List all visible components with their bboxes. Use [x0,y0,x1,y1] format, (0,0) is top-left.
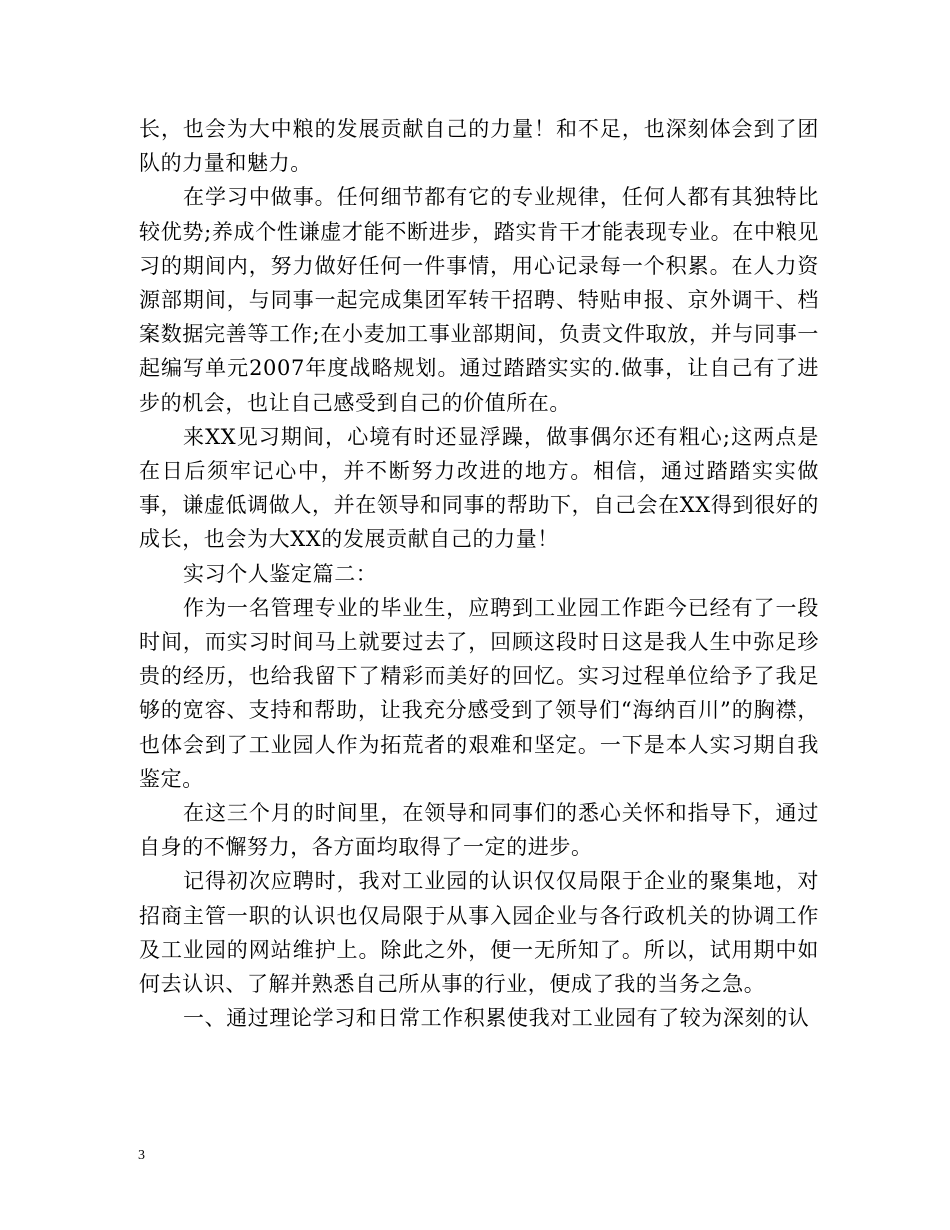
paragraph-continuation: 长，也会为大中粮的发展贡献自己的力量！和不足，也深刻体会到了团队的力量和魅力。 [139,117,819,176]
page-number: 3 [138,1148,145,1163]
paragraph-introduction: 作为一名管理专业的毕业生，应聘到工业园工作距今已经有了一段时间，而实习时间马上就要过去了，回顾这段时日这是我人生中弥足珍贵的经历，也给我留下了精彩而美好的回忆。实习过程单位给予了我足够的宽容、支持和帮助，让我充分感受到了领导们“海纳百川”的胸襟，也体会到了工业园人作为拓荒者的艰难和坚定。一下是本人实习期自我鉴定。 [139,595,819,791]
body-text [139,112,819,1035]
section-heading: 实习个人鉴定篇二： [183,561,378,586]
paragraph-first-application: 记得初次应聘时，我对工业园的认识仅仅局限于企业的聚集地，对招商主管一职的认识也仅局限于从事入园企业与各行政机关的协调工作及工业园的网站维护上。除此之外，便一无所知了。所以，试用期中如何去认识、了解并熟悉自己所从事的行业，便成了我的当务之急。 [139,869,819,997]
paragraph-self-reflection: 来XX见习期间，心境有时还显浮躁，做事偶尔还有粗心;这两点是在日后须牢记心中，并不断努力改进的地方。相信，通过踏踏实实做事，谦虚低调做人，并在领导和同事的帮助下，自己会在XX得到很好的成长，也会为大XX的发展贡献自己的力量！ [139,424,819,552]
paragraph-learning-by-doing: 在学习中做事。任何细节都有它的专业规律，任何人都有其独特比较优势;养成个性谦虚才能不断进步，踏实肯干才能表现专业。在中粮见习的期间内，努力做好任何一件事情，用心记录每一个积累。在人力资源部期间，与同事一起完成集团军转干招聘、特贴申报、京外调干、档案数据完善等工作;在小麦加工事业部期间，负责文件取放，并与同事一起编写单元2007年度战略规划。通过踏踏实实的.做事，让自己有了进步的机会，也让自己感受到自己的价值所在。 [139,185,819,415]
paragraph-point-one: 一、通过理论学习和日常工作积累使我对工业园有了较为深刻的认 [183,1006,810,1031]
paragraph-three-months: 在这三个月的时间里，在领导和同事们的悉心关怀和指导下，通过自身的不懈努力，各方面均取得了一定的进步。 [139,801,819,860]
